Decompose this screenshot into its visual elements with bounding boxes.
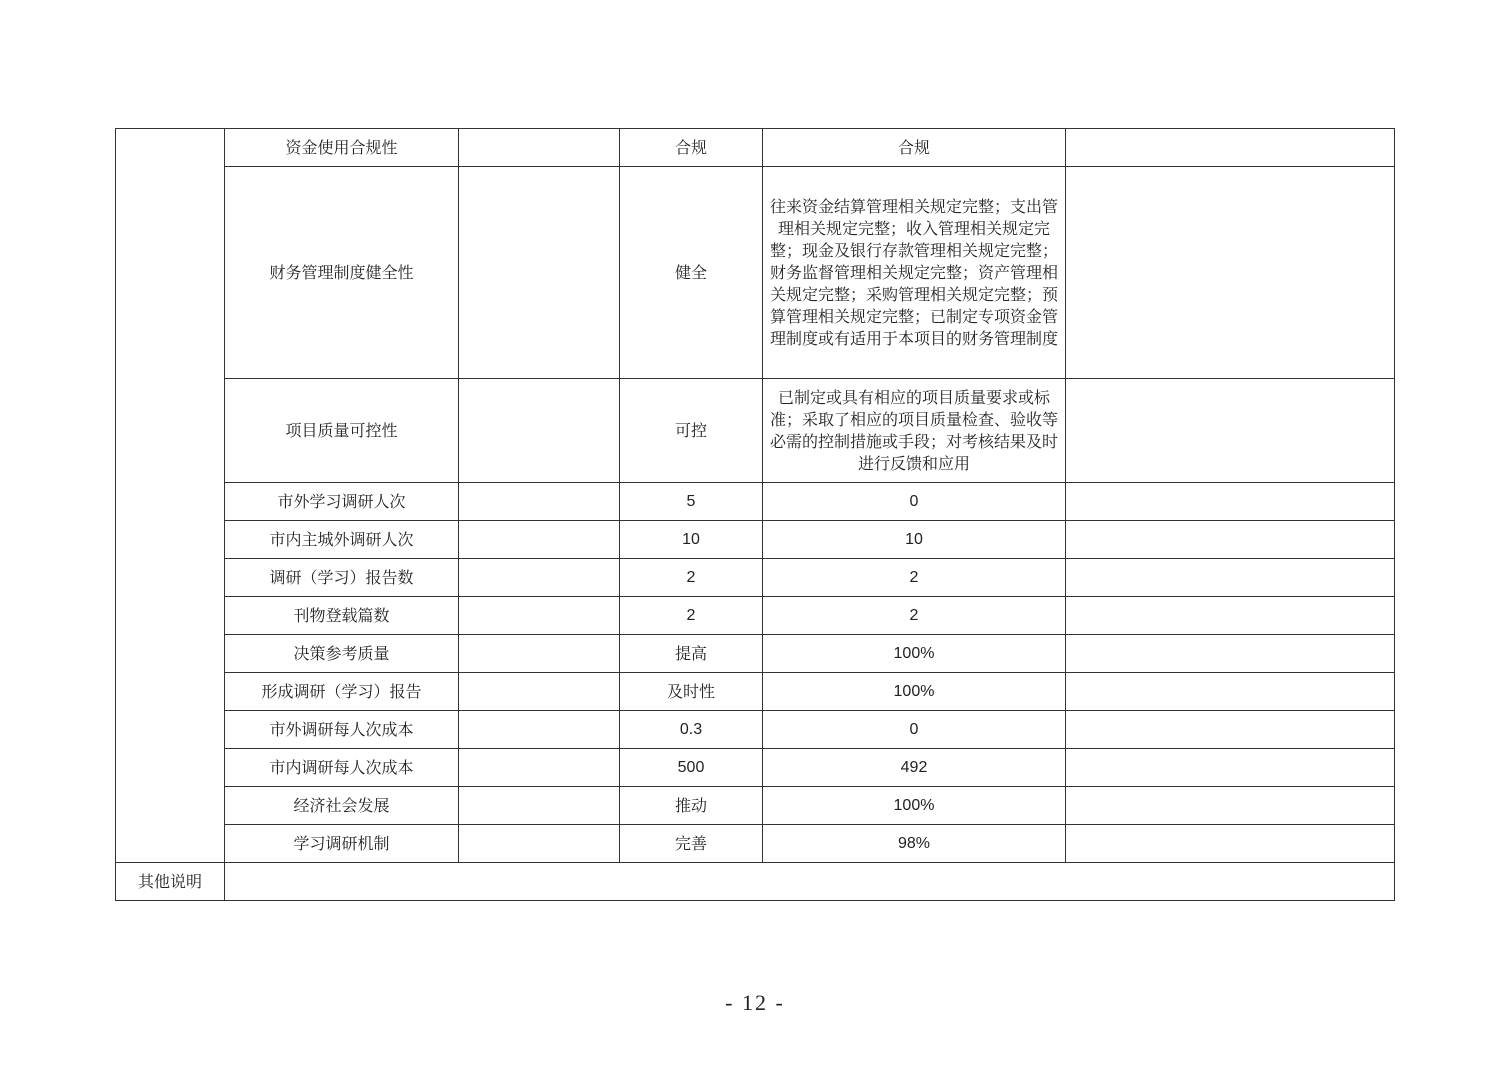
- other-notes-row: [116, 863, 1395, 901]
- remark-cell: [1066, 825, 1395, 863]
- target-value: 2: [620, 597, 763, 635]
- table-row: [116, 597, 1395, 635]
- actual-value: 2: [763, 559, 1066, 597]
- actual-value: 10: [763, 521, 1066, 559]
- actual-value: 已制定或具有相应的项目质量要求或标准；采取了相应的项目质量检查、验收等必需的控制措施或手段；对考核结果及时进行反馈和应用: [763, 379, 1066, 483]
- indicator-extra: [459, 787, 620, 825]
- actual-value: 2: [763, 597, 1066, 635]
- target-value: 10: [620, 521, 763, 559]
- table-row: [116, 167, 1395, 379]
- other-notes-value: [225, 863, 1395, 901]
- indicator-extra: [459, 379, 620, 483]
- indicator-name: 财务管理制度健全性: [225, 167, 459, 379]
- actual-value: 492: [763, 749, 1066, 787]
- target-value: 2: [620, 559, 763, 597]
- target-value: 健全: [620, 167, 763, 379]
- remark-cell: [1066, 379, 1395, 483]
- indicator-name: 市内主城外调研人次: [225, 521, 459, 559]
- target-value: 提高: [620, 635, 763, 673]
- target-value: 500: [620, 749, 763, 787]
- actual-value: 100%: [763, 787, 1066, 825]
- actual-value: 100%: [763, 673, 1066, 711]
- table-row: [116, 129, 1395, 167]
- indicator-extra: [459, 597, 620, 635]
- indicator-extra: [459, 521, 620, 559]
- remark-cell: [1066, 521, 1395, 559]
- indicator-name: 经济社会发展: [225, 787, 459, 825]
- remark-cell: [1066, 749, 1395, 787]
- remark-cell: [1066, 787, 1395, 825]
- indicator-extra: [459, 673, 620, 711]
- target-value: 0.3: [620, 711, 763, 749]
- performance-table: [115, 128, 1395, 901]
- table-row: [116, 635, 1395, 673]
- table-row: [116, 521, 1395, 559]
- indicator-extra: [459, 825, 620, 863]
- table-row: [116, 787, 1395, 825]
- actual-value: 0: [763, 483, 1066, 521]
- other-notes-label: 其他说明: [116, 863, 225, 901]
- remark-cell: [1066, 559, 1395, 597]
- indicator-name: 学习调研机制: [225, 825, 459, 863]
- remark-cell: [1066, 711, 1395, 749]
- actual-value: 100%: [763, 635, 1066, 673]
- indicator-extra: [459, 559, 620, 597]
- remark-cell: [1066, 635, 1395, 673]
- indicator-name: 项目质量可控性: [225, 379, 459, 483]
- indicator-name: 市内调研每人次成本: [225, 749, 459, 787]
- actual-value: 98%: [763, 825, 1066, 863]
- remark-cell: [1066, 167, 1395, 379]
- target-value: 完善: [620, 825, 763, 863]
- table-row: [116, 483, 1395, 521]
- target-value: 合规: [620, 129, 763, 167]
- target-value: 推动: [620, 787, 763, 825]
- table-row: [116, 559, 1395, 597]
- page-number: - 12 -: [725, 990, 785, 1015]
- indicator-name: 形成调研（学习）报告: [225, 673, 459, 711]
- remark-cell: [1066, 597, 1395, 635]
- actual-value: 往来资金结算管理相关规定完整；支出管理相关规定完整；收入管理相关规定完整；现金及银行存款管理相关规定完整；财务监督管理相关规定完整；资产管理相关规定完整；采购管理相关规定完整；预算管理相关规定完整；已制定专项资金管理制度或有适用于本项目的财务管理制度: [763, 167, 1066, 379]
- indicator-extra: [459, 167, 620, 379]
- remark-cell: [1066, 483, 1395, 521]
- target-value: 可控: [620, 379, 763, 483]
- table-row: [116, 749, 1395, 787]
- table-row: [116, 825, 1395, 863]
- remark-cell: [1066, 129, 1395, 167]
- indicator-name: 资金使用合规性: [225, 129, 459, 167]
- indicator-extra: [459, 635, 620, 673]
- indicator-name: 调研（学习）报告数: [225, 559, 459, 597]
- target-value: 及时性: [620, 673, 763, 711]
- indicator-extra: [459, 749, 620, 787]
- indicator-extra: [459, 129, 620, 167]
- indicator-extra: [459, 483, 620, 521]
- actual-value: 合规: [763, 129, 1066, 167]
- remark-cell: [1066, 673, 1395, 711]
- indicator-name: 决策参考质量: [225, 635, 459, 673]
- category-cell: [116, 129, 225, 863]
- indicator-extra: [459, 711, 620, 749]
- indicator-name: 市外调研每人次成本: [225, 711, 459, 749]
- indicator-name: 刊物登载篇数: [225, 597, 459, 635]
- actual-value: 0: [763, 711, 1066, 749]
- table-row: [116, 711, 1395, 749]
- target-value: 5: [620, 483, 763, 521]
- indicator-name: 市外学习调研人次: [225, 483, 459, 521]
- table-row: [116, 379, 1395, 483]
- table-row: [116, 673, 1395, 711]
